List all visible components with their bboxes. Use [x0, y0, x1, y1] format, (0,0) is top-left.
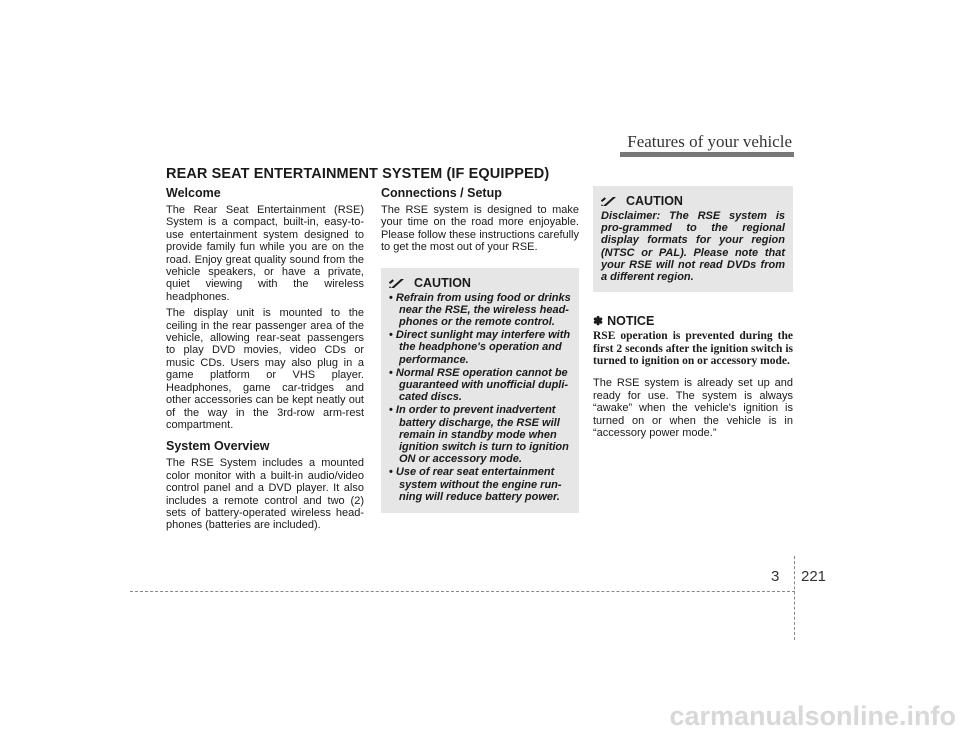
caution-header	[389, 276, 571, 290]
overview-heading: System Overview	[166, 439, 270, 454]
section-title: REAR SEAT ENTERTAINMENT SYSTEM (IF EQUIPPED)	[166, 166, 550, 182]
caution-item: • Use of rear seat entertainment system without the engine run-ning will reduce battery power.	[389, 466, 571, 503]
caution-box-disclaimer	[593, 186, 793, 292]
connections-paragraph: The RSE system is designed to make your time on the road more enjoyable. Please follow these instructions carefully to get the most out of your RSE.	[381, 204, 579, 254]
header-title: Features of your vehicle	[627, 132, 792, 151]
notice-title: NOTICE	[607, 314, 655, 329]
notice-bold-text: RSE operation is prevented during the first 2 seconds after the ignition switch is turned to ignition on or accessory mode.	[593, 330, 793, 368]
caution-title: CAUTION	[626, 194, 683, 208]
welcome-paragraph-2: The display unit is mounted to the ceiling in the rear passenger area of the vehicle, allowing rear-seat passengers to play DVD movies, video CDs or music CDs. Users may also plug in a game platform or VHS player. Headphones, game car-tridges and other accessories can be kept neatly out of the way in the 3rd-row arm-rest compartment.	[166, 307, 364, 431]
footer-divider	[130, 591, 795, 592]
caution-pencil-icon	[601, 195, 621, 207]
caution-disclaimer-text: Disclaimer: The RSE system is pro-grammed to the regional display formats for your region (NTSC or PAL). Please note that your RSE will not read DVDs from a different region.	[601, 210, 785, 284]
notice-header	[593, 314, 793, 328]
notice-star-icon: ✽	[593, 314, 604, 329]
column-right	[593, 186, 793, 443]
footer-vertical-divider	[794, 556, 795, 640]
connections-heading: Connections / Setup	[381, 186, 502, 200]
watermark: carmanualsonline.info	[669, 701, 956, 731]
header-bar	[620, 152, 794, 157]
column-left	[166, 186, 364, 536]
notice-section	[593, 314, 793, 439]
welcome-heading: Welcome	[166, 186, 221, 200]
caution-pencil-icon	[389, 277, 409, 289]
chapter-number: 3	[771, 568, 780, 585]
caution-box	[381, 268, 579, 513]
caution-item: • Refrain from using food or drinks near the RSE, the wireless head-phones or the remote control.	[389, 292, 571, 329]
column-middle	[381, 186, 579, 513]
welcome-paragraph-1: The Rear Seat Entertainment (RSE) System is a compact, built-in, easy-to-use entertainment system designed to provide family fun while you are on the road. Enjoy great quality sound from the vehicle speakers, or have a private, quiet viewing with the wireless headphones.	[166, 204, 364, 303]
caution-item: • Normal RSE operation cannot be guaranteed with unofficial dupli-cated discs.	[389, 367, 571, 404]
caution-item: • In order to prevent inadvertent battery discharge, the RSE will remain in standby mode when ignition switch is turn to ignition ON or accessory mode.	[389, 404, 571, 465]
page-number: 221	[801, 568, 827, 585]
caution-item: • Direct sunlight may interfere with the headphone's operation and performance.	[389, 329, 571, 366]
caution-title: CAUTION	[414, 275, 471, 290]
caution-header	[601, 194, 785, 208]
notice-body-text: The RSE system is already set up and ready for use. The system is always “awake” when the vehicle's ignition is turned on or when the vehicle is in “accessory power mode.”	[593, 377, 793, 440]
caution-list	[389, 292, 571, 503]
overview-paragraph: The RSE System includes a mounted color monitor with a built-in audio/video control panel and a DVD player. It also includes a remote control and two (2) sets of battery-operated wireless head-phones (batteries are included).	[166, 457, 364, 532]
